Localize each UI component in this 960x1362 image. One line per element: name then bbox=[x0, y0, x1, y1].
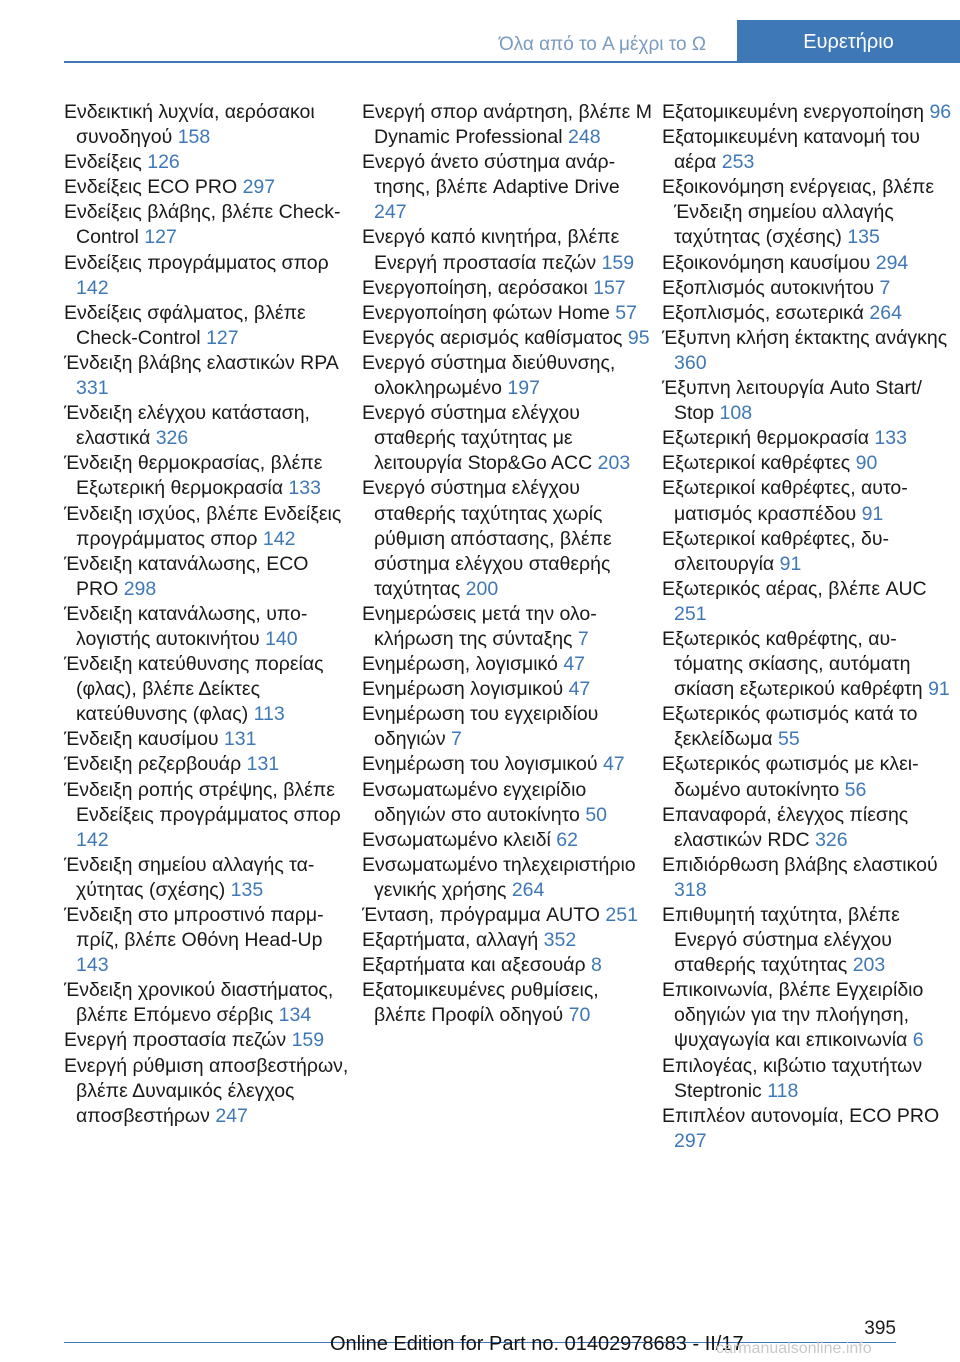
index-term: Ενδείξεις βλάβης, βλέπε Check-Control bbox=[64, 201, 341, 249]
index-term: Ένδειξη κατεύθυνσης πορείας (φλας), βλέπε Δείκτες κατεύθυνσης (φλας) bbox=[64, 653, 324, 726]
page-reference-link[interactable]: 131 bbox=[246, 753, 280, 776]
index-term: Επιλογέας, κιβώτιο ταχυτήτων Steptronic bbox=[662, 1054, 923, 1102]
index-entry bbox=[662, 175, 954, 250]
page-reference-link[interactable]: 142 bbox=[76, 276, 109, 299]
page-reference-link[interactable]: 90 bbox=[855, 452, 878, 475]
index-term: Εξωτερικοί καθρέφτες, δυσλειτουργία bbox=[662, 527, 890, 575]
index-term: Ενεργό σύστημα ελέγχου σταθερής ταχύτητας χωρίς ρύθμιση απόστασης, βλέπε σύστημα ελέγχου σταθερής ταχύτητας bbox=[362, 477, 612, 600]
index-entry bbox=[362, 225, 654, 275]
page-reference-link[interactable]: 135 bbox=[847, 226, 880, 249]
section-title: Όλα από το A μέχρι το Ω bbox=[470, 28, 735, 62]
index-term: Εξωτερικοί καθρέφτες, αυτοματισμός κρασπέδου bbox=[662, 477, 908, 525]
index-term: Ένδειξη ροπής στρέψης, βλέπε Ενδείξεις προγράμματος σπορ bbox=[64, 778, 341, 826]
index-term: Ενεργό άνετο σύστημα ανάρτησης, βλέπε Adaptive Drive bbox=[362, 151, 620, 199]
index-term: Ενεργός αερισμός καθίσματος bbox=[362, 326, 623, 349]
index-term: Εξωτερική θερμοκρασία bbox=[662, 427, 869, 450]
index-term: Ένδειξη στο μπροστινό παρμπρίζ, βλέπε Οθόνη Head-Up bbox=[64, 904, 324, 952]
index-entry bbox=[662, 451, 954, 476]
page-number: 395 bbox=[864, 1318, 896, 1339]
index-entry bbox=[64, 602, 356, 652]
index-term: Ένδειξη χρονικού διαστήματος, βλέπε Επόμενο σέρβις bbox=[64, 979, 334, 1027]
page-reference-link[interactable]: 47 bbox=[563, 653, 586, 676]
index-column-1 bbox=[64, 100, 356, 1129]
index-term: Επαναφορά, έλεγχος πίεσης ελαστικών RDC bbox=[662, 803, 909, 851]
page-reference-link[interactable]: 95 bbox=[627, 326, 650, 349]
index-entry bbox=[362, 401, 654, 476]
page-reference-link[interactable]: 200 bbox=[465, 577, 499, 600]
index-entry bbox=[362, 778, 654, 828]
index-term: Εξοπλισμός, εσωτερικά bbox=[662, 301, 864, 324]
index-entry bbox=[662, 1054, 954, 1104]
page-reference-link[interactable]: 157 bbox=[593, 276, 626, 299]
index-term: Ένδειξη καυσίμου bbox=[64, 728, 219, 751]
index-term: Εξωτερικός φωτισμός κατά το ξεκλείδωμα bbox=[662, 703, 918, 751]
page-reference-link[interactable]: 294 bbox=[875, 251, 909, 274]
index-term: Εξωτερικός φωτισμός με κλειδωμένο αυτοκίνητο bbox=[662, 753, 919, 801]
index-entry bbox=[662, 627, 954, 702]
index-entry bbox=[662, 577, 954, 627]
index-term: Εξαρτήματα, αλλαγή bbox=[362, 929, 539, 952]
index-entry bbox=[64, 175, 356, 200]
index-term: Ενσωματωμένο κλειδί bbox=[362, 828, 551, 851]
page-reference-link[interactable]: 135 bbox=[230, 878, 264, 901]
page-reference-link[interactable]: 50 bbox=[585, 803, 608, 826]
index-term: Ενδείξεις bbox=[64, 151, 142, 174]
index-term: Ένδειξη θερμοκρασίας, βλέπε Εξωτερική θερμοκρασία bbox=[64, 452, 323, 500]
page-reference-link[interactable]: 55 bbox=[777, 728, 800, 751]
index-entry bbox=[362, 928, 654, 953]
page-reference-link[interactable]: 7 bbox=[451, 728, 462, 751]
index-term: Επιθυμητή ταχύτητα, βλέπε Ενεργό σύστημα ελέγχου σταθερής ταχύτητας bbox=[662, 904, 900, 977]
index-term: Ενεργό σύστημα διεύθυνσης, ολοκληρωμένο bbox=[362, 351, 616, 400]
index-entry bbox=[64, 978, 356, 1028]
page-reference-link[interactable]: 318 bbox=[674, 878, 707, 901]
index-entry bbox=[662, 251, 954, 276]
page-reference-link[interactable]: 131 bbox=[223, 728, 257, 751]
index-entry bbox=[362, 702, 654, 752]
index-term: Ενεργό σύστημα ελέγχου σταθερής ταχύτητας με λειτουργία Stop&Go ACC bbox=[362, 402, 593, 475]
index-entry bbox=[362, 652, 654, 677]
index-term: Εξοικονόμηση καυσίμου bbox=[662, 251, 871, 274]
page-reference-link[interactable]: 127 bbox=[206, 326, 239, 349]
page-reference-link[interactable]: 253 bbox=[721, 151, 755, 174]
page-reference-link[interactable]: 47 bbox=[568, 678, 591, 701]
index-entry bbox=[64, 752, 356, 777]
index-entry bbox=[662, 702, 954, 752]
index-term: Ενδείξεις προγράμματος σπορ bbox=[64, 251, 329, 274]
page-reference-link[interactable]: 91 bbox=[861, 502, 884, 525]
page-reference-link[interactable]: 247 bbox=[374, 201, 407, 224]
index-term: Επιδιόρθωση βλάβης ελαστικού bbox=[662, 853, 938, 876]
index-entry bbox=[362, 301, 654, 326]
index-term: Ένδειξη ισχύος, βλέπε Ενδείξεις προγράμματος σπορ bbox=[64, 502, 342, 550]
page-reference-link[interactable]: 70 bbox=[568, 1004, 591, 1027]
index-term: Ενεργή σπορ ανάρτηση, βλέπε M Dynamic Professional bbox=[362, 101, 652, 149]
page-reference-link[interactable]: 203 bbox=[852, 954, 886, 977]
index-term: Εξατομικευμένη ενεργοποίηση bbox=[662, 101, 925, 123]
index-entry bbox=[362, 752, 654, 777]
index-entry bbox=[64, 853, 356, 903]
index-tab[interactable]: Ευρετήριο bbox=[737, 20, 960, 62]
index-entry bbox=[64, 502, 356, 552]
page-reference-link[interactable]: 143 bbox=[76, 954, 109, 977]
index-entry bbox=[64, 903, 356, 978]
index-term: Εξωτερικοί καθρέφτες bbox=[662, 452, 851, 475]
index-term: Ενδείξεις ECO PRO bbox=[64, 176, 238, 199]
page-reference-link[interactable]: 133 bbox=[874, 427, 907, 450]
index-column-2 bbox=[362, 100, 654, 1028]
index-entry bbox=[662, 978, 954, 1053]
page-reference-link[interactable]: 8 bbox=[591, 954, 602, 977]
page-reference-link[interactable]: 247 bbox=[215, 1104, 248, 1127]
index-entry bbox=[64, 351, 356, 401]
index-entry bbox=[64, 150, 356, 175]
index-entry bbox=[662, 100, 954, 125]
page-reference-link[interactable]: 113 bbox=[253, 703, 285, 726]
index-term: Ενεργή ρύθμιση αποσβεστήρων, βλέπε Δυναμικός έλεγχος αποσβεστήρων bbox=[64, 1054, 349, 1127]
index-entry bbox=[64, 200, 356, 250]
page-reference-link[interactable]: 251 bbox=[605, 904, 638, 926]
index-entry bbox=[662, 527, 954, 577]
index-entry bbox=[64, 301, 356, 351]
index-term: Ένδειξη βλάβης ελαστικών RPA bbox=[64, 351, 338, 374]
page-reference-link[interactable]: 159 bbox=[601, 251, 635, 274]
index-term: Εξατομικευμένη κατανομή του αέρα bbox=[662, 126, 920, 174]
index-term: Επικοινωνία, βλέπε Εγχειρίδιο οδηγιών για την πλοήγηση, ψυχαγωγία και επικοινωνία bbox=[662, 979, 924, 1052]
page-reference-link[interactable]: 159 bbox=[291, 1029, 325, 1052]
header-rule bbox=[64, 61, 960, 63]
page-reference-link[interactable]: 134 bbox=[278, 1004, 312, 1027]
index-term: Ενημέρωση λογισμικού bbox=[362, 678, 564, 701]
index-term: Ενημέρωση, λογισμικό bbox=[362, 653, 558, 676]
index-entry bbox=[662, 476, 954, 526]
page-reference-link[interactable]: 133 bbox=[288, 477, 321, 500]
index-term: Ενεργοποίηση, αερόσακοι bbox=[362, 276, 588, 299]
page-reference-link[interactable]: 140 bbox=[265, 627, 298, 650]
index-entry bbox=[362, 978, 654, 1028]
index-entry bbox=[662, 301, 954, 326]
index-term: Ενεργοποίηση φώτων Home bbox=[362, 301, 610, 324]
index-entry bbox=[362, 150, 654, 225]
index-entry bbox=[662, 326, 954, 376]
index-entry bbox=[662, 1104, 954, 1154]
page-reference-link[interactable]: 47 bbox=[602, 753, 625, 776]
page-reference-link[interactable]: 91 bbox=[928, 678, 950, 701]
index-entry bbox=[662, 853, 954, 903]
index-entry bbox=[662, 376, 954, 426]
page-reference-link[interactable]: 126 bbox=[147, 151, 180, 174]
index-entry bbox=[64, 1028, 356, 1053]
page-reference-link[interactable]: 57 bbox=[615, 301, 637, 324]
index-term: Εξωτερικός καθρέφτης, αυτόματης σκίασης, αυτόματη σκίαση εξωτερικού καθρέφτη bbox=[662, 627, 923, 701]
index-term: Ένταση, πρόγραμμα AUTO bbox=[362, 904, 600, 926]
page-reference-link[interactable]: 158 bbox=[177, 126, 211, 149]
index-entry bbox=[662, 125, 954, 175]
index-entry bbox=[64, 778, 356, 853]
index-term: Ένδειξη κατανάλωσης, ECO PRO bbox=[64, 552, 309, 600]
index-column-3 bbox=[662, 100, 954, 1154]
page-reference-link[interactable]: 108 bbox=[719, 402, 753, 425]
page-reference-link[interactable]: 297 bbox=[674, 1129, 707, 1152]
index-entry bbox=[362, 351, 654, 401]
index-term: Εξαρτήματα και αξεσουάρ bbox=[362, 954, 586, 977]
page-reference-link[interactable]: 142 bbox=[262, 527, 296, 550]
index-entry bbox=[362, 677, 654, 702]
page-reference-link[interactable]: 251 bbox=[674, 602, 707, 625]
index-term: Ένδειξη ελέγχου κατάσταση, ελαστικά bbox=[64, 402, 310, 450]
index-entry bbox=[64, 251, 356, 301]
index-entry bbox=[662, 276, 954, 301]
page-reference-link[interactable]: 7 bbox=[577, 627, 589, 650]
index-term: Εξωτερικός αέρας, βλέπε AUC bbox=[662, 577, 927, 600]
index-term: Ένδειξη κατανάλωσης, υπολογιστής αυτοκινήτου bbox=[64, 602, 308, 650]
page-reference-link[interactable]: 360 bbox=[674, 351, 707, 374]
index-entry bbox=[662, 903, 954, 978]
page-reference-link[interactable]: 6 bbox=[912, 1029, 924, 1052]
watermark: carmanualsonline.info bbox=[716, 1340, 872, 1357]
index-entry bbox=[362, 828, 654, 853]
index-term: Ενσωματωμένο εγχειρίδιο οδηγιών στο αυτοκίνητο bbox=[362, 778, 587, 826]
index-entry bbox=[64, 727, 356, 752]
page-reference-link[interactable]: 352 bbox=[543, 929, 577, 952]
index-entry bbox=[362, 602, 654, 652]
page-reference-link[interactable]: 264 bbox=[869, 301, 902, 324]
page-reference-link[interactable]: 56 bbox=[844, 778, 867, 801]
page-reference-link[interactable]: 96 bbox=[929, 101, 952, 123]
page-reference-link[interactable]: 142 bbox=[76, 828, 109, 851]
index-term: Εξατομικευμένες ρυθμίσεις, βλέπε Προφίλ οδηγού bbox=[362, 979, 599, 1027]
page-reference-link[interactable]: 127 bbox=[144, 226, 177, 249]
index-term: Ενημερώσεις μετά την ολοκλήρωση της σύνταξης bbox=[362, 602, 597, 650]
page-reference-link[interactable]: 298 bbox=[123, 577, 157, 600]
index-term: Εξοικονόμηση ενέργειας, βλέπε Ένδειξη σημείου αλλαγής ταχύτητας (σχέσης) bbox=[662, 176, 935, 249]
index-entry bbox=[362, 100, 654, 150]
index-term: Έξυπνη λειτουργία Auto Start/ Stop bbox=[662, 377, 922, 425]
page-reference-link[interactable]: 62 bbox=[556, 828, 578, 851]
index-term: Ενδεικτική λυχνία, αερόσακοι συνοδηγού bbox=[64, 101, 315, 149]
page-reference-link[interactable]: 331 bbox=[76, 377, 109, 400]
index-entry bbox=[64, 1054, 356, 1129]
index-entry bbox=[64, 401, 356, 451]
index-term: Έξυπνη κλήση έκτακτης ανάγκης bbox=[662, 326, 948, 349]
index-term: Ενεργή προστασία πεζών bbox=[64, 1029, 287, 1052]
page-reference-link[interactable]: 264 bbox=[511, 878, 545, 901]
index-term: Ενσωματωμένο τηλεχειριστήριο γενικής χρήσης bbox=[362, 853, 636, 901]
page-reference-link[interactable]: 7 bbox=[879, 276, 891, 299]
page-header bbox=[0, 0, 960, 62]
index-term: Επιπλέον αυτονομία, ECO PRO bbox=[662, 1104, 940, 1127]
page-reference-link[interactable]: 203 bbox=[597, 452, 631, 475]
index-term: Ένδειξη σημείου αλλαγής ταχύτητας (σχέσης) bbox=[64, 853, 315, 901]
page-reference-link[interactable]: 326 bbox=[815, 828, 848, 851]
page-reference-link[interactable]: 118 bbox=[767, 1079, 799, 1102]
index-entry bbox=[362, 326, 654, 351]
page-reference-link[interactable]: 248 bbox=[568, 126, 601, 149]
index-term: Ένδειξη ρεζερβουάρ bbox=[64, 753, 242, 776]
page-reference-link[interactable]: 297 bbox=[242, 176, 276, 199]
index-term: Ενημέρωση του λογισμικού bbox=[362, 753, 598, 776]
index-entry bbox=[362, 953, 654, 978]
page-reference-link[interactable]: 91 bbox=[779, 552, 802, 575]
index-entry bbox=[362, 903, 654, 928]
index-entry bbox=[362, 276, 654, 301]
index-entry bbox=[662, 426, 954, 451]
index-term: Ενεργό καπό κινητήρα, βλέπε Ενεργή προστασία πεζών bbox=[362, 226, 620, 274]
edition-note: Online Edition for Part no. 01402978683 - II/17 bbox=[330, 1333, 744, 1355]
index-entry bbox=[64, 451, 356, 501]
index-term: Ενημέρωση του εγχειριδίου οδηγιών bbox=[362, 703, 599, 751]
page-reference-link[interactable]: 326 bbox=[155, 427, 189, 450]
index-entry bbox=[64, 652, 356, 727]
index-term: Εξοπλισμός αυτοκινήτου bbox=[662, 276, 875, 299]
index-entry bbox=[64, 100, 356, 150]
index-term: Ενδείξεις σφάλματος, βλέπε Check-Control bbox=[64, 301, 306, 349]
index-entry bbox=[662, 803, 954, 853]
index-entry bbox=[362, 476, 654, 601]
index-entry bbox=[64, 552, 356, 602]
index-entry bbox=[662, 752, 954, 802]
page-reference-link[interactable]: 197 bbox=[507, 377, 540, 400]
index-entry bbox=[362, 853, 654, 903]
